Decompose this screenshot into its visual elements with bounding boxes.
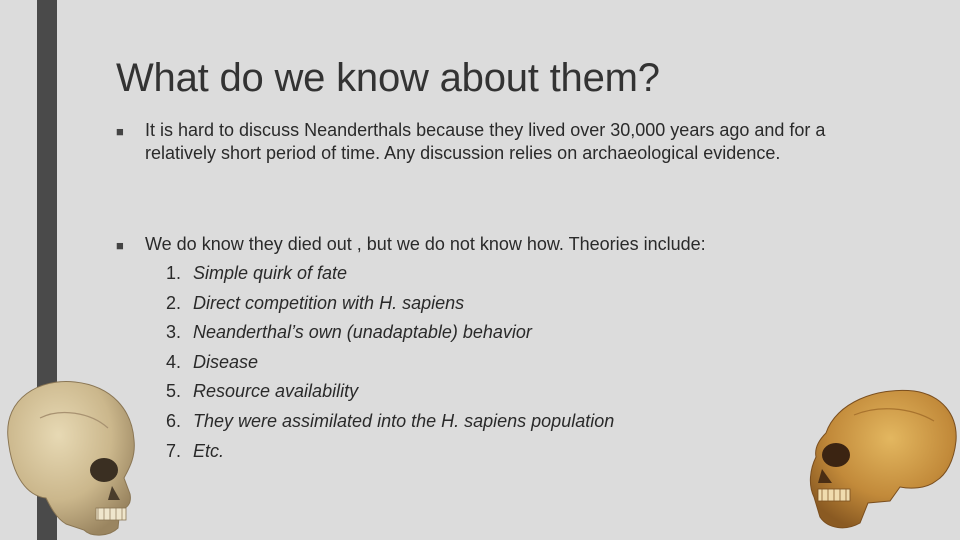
list-number: 2. xyxy=(165,292,181,313)
list-item xyxy=(145,292,614,322)
list-item-text: Etc. xyxy=(193,440,225,461)
list-number: 5. xyxy=(165,381,181,402)
slide-title: What do we know about them? xyxy=(116,56,660,100)
list-item xyxy=(145,380,614,410)
modern-human-skull-image xyxy=(0,378,150,540)
neanderthal-skull-image xyxy=(806,385,960,540)
paragraph-intro: It is hard to discuss Neanderthals because they lived over 30,000 years ago and for a relatively short period of time. Any discussion relies on archaeological evidence. xyxy=(145,120,826,163)
list-item xyxy=(145,262,614,292)
list-item xyxy=(145,410,614,440)
list-item xyxy=(145,321,614,351)
list-number: 4. xyxy=(165,351,181,372)
list-item-text: Disease xyxy=(193,351,259,372)
list-number: 7. xyxy=(165,440,181,461)
list-item-text: Simple quirk of fate xyxy=(193,263,348,283)
bullet-marker: ■ xyxy=(116,238,124,253)
list-item xyxy=(145,440,614,470)
list-item-text: They were assimilated into the H. sapiens population xyxy=(193,410,615,431)
list-number: 6. xyxy=(165,410,181,431)
list-item-text: Direct competition with H. sapiens xyxy=(193,292,465,313)
list-item-text: Resource availability xyxy=(193,381,359,402)
theories-list xyxy=(145,262,614,469)
list-item xyxy=(145,351,614,381)
bullet-marker: ■ xyxy=(116,124,124,139)
paragraph-theories: We do know they died out , but we do not know how. Theories include: xyxy=(145,234,706,254)
list-number: 3. xyxy=(165,322,181,343)
list-number: 1. xyxy=(165,263,181,283)
list-item-text: Neanderthal’s own (unadaptable) behavior xyxy=(193,322,532,343)
